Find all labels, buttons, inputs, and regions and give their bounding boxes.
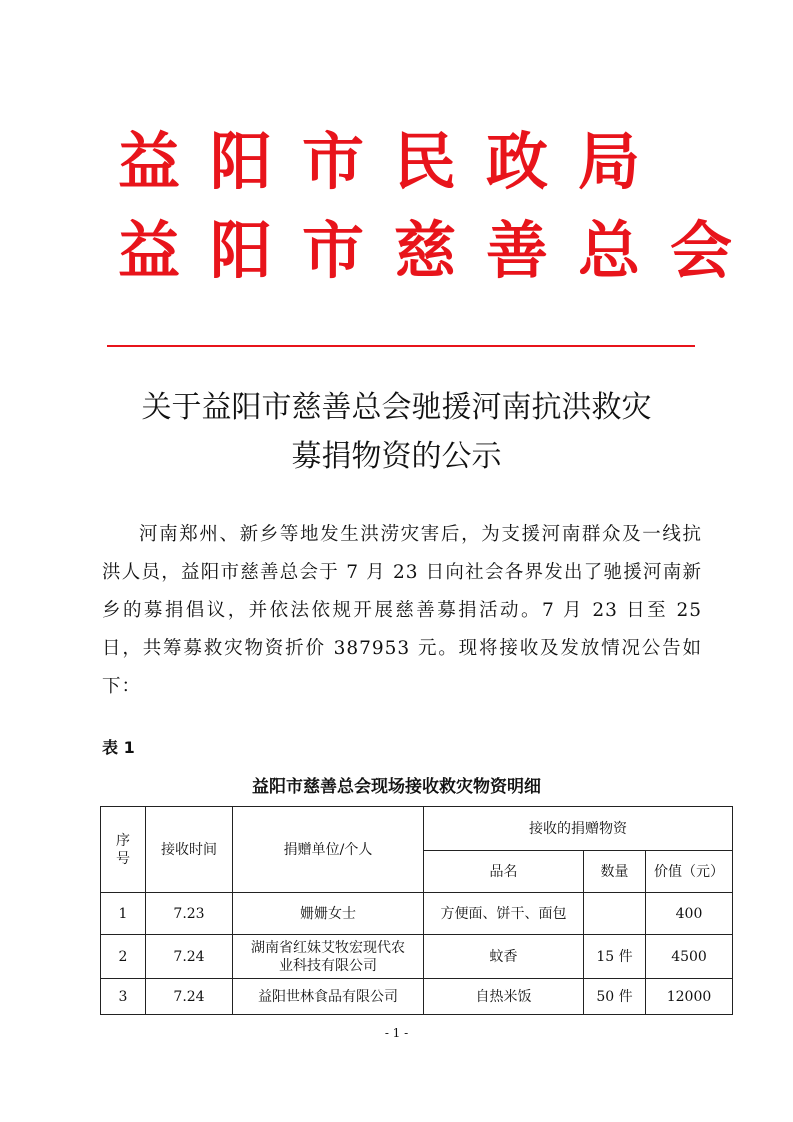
cell-seq: 1 xyxy=(101,893,146,935)
red-divider xyxy=(107,345,695,347)
header-item: 品名 xyxy=(424,851,584,893)
cell-qty: 50 件 xyxy=(584,979,646,1015)
cell-time: 7.24 xyxy=(146,979,233,1015)
cell-time: 7.23 xyxy=(146,893,233,935)
table-title: 益阳市慈善总会现场接收救灾物资明细 xyxy=(252,777,541,797)
header-donor: 捐赠单位/个人 xyxy=(233,807,424,893)
table-row xyxy=(101,893,733,935)
page-number: - 1 - xyxy=(384,1026,409,1040)
header-time: 接收时间 xyxy=(146,807,233,893)
cell-time: 7.24 xyxy=(146,935,233,979)
table-row xyxy=(101,935,733,979)
letterhead-line-2: 益阳市慈善总会 xyxy=(118,214,763,287)
table-label: 表 1 xyxy=(102,738,135,757)
cell-value: 12000 xyxy=(646,979,733,1015)
cell-seq: 3 xyxy=(101,979,146,1015)
document-title-line-1: 关于益阳市慈善总会驰援河南抗洪救灾 xyxy=(141,390,652,425)
header-value: 价值（元） xyxy=(646,851,733,893)
cell-qty: 15 件 xyxy=(584,935,646,979)
cell-seq: 2 xyxy=(101,935,146,979)
cell-qty xyxy=(584,893,646,935)
document-title-line-2: 募捐物资的公示 xyxy=(291,439,502,474)
cell-item: 自热米饭 xyxy=(424,979,584,1015)
letterhead-line-1: 益阳市民政局 xyxy=(118,125,671,198)
header-seq: 序号 xyxy=(101,807,146,893)
donation-table xyxy=(100,806,733,1015)
body-paragraph: 河南郑州、新乡等地发生洪涝灾害后，为支援河南群众及一线抗洪人员，益阳市慈善总会于 7 月 23 日向社会各界发出了驰援河南新乡的募捐倡议，并依法依规开展慈善募捐活动。7 月 23 日至 25 日，共筹募救灾物资折价 387953 元。现将接收及发放情况公告如下： xyxy=(102,524,702,697)
cell-donor: 姗姗女士 xyxy=(233,893,424,935)
cell-value: 400 xyxy=(646,893,733,935)
header-goods-group: 接收的捐赠物资 xyxy=(424,807,733,851)
cell-value: 4500 xyxy=(646,935,733,979)
cell-item: 方便面、饼干、面包 xyxy=(424,893,584,935)
cell-donor: 湖南省红妹艾牧宏现代农业科技有限公司 xyxy=(233,935,424,979)
cell-donor: 益阳世林食品有限公司 xyxy=(233,979,424,1015)
table-row xyxy=(101,979,733,1015)
cell-item: 蚊香 xyxy=(424,935,584,979)
header-qty: 数量 xyxy=(584,851,646,893)
